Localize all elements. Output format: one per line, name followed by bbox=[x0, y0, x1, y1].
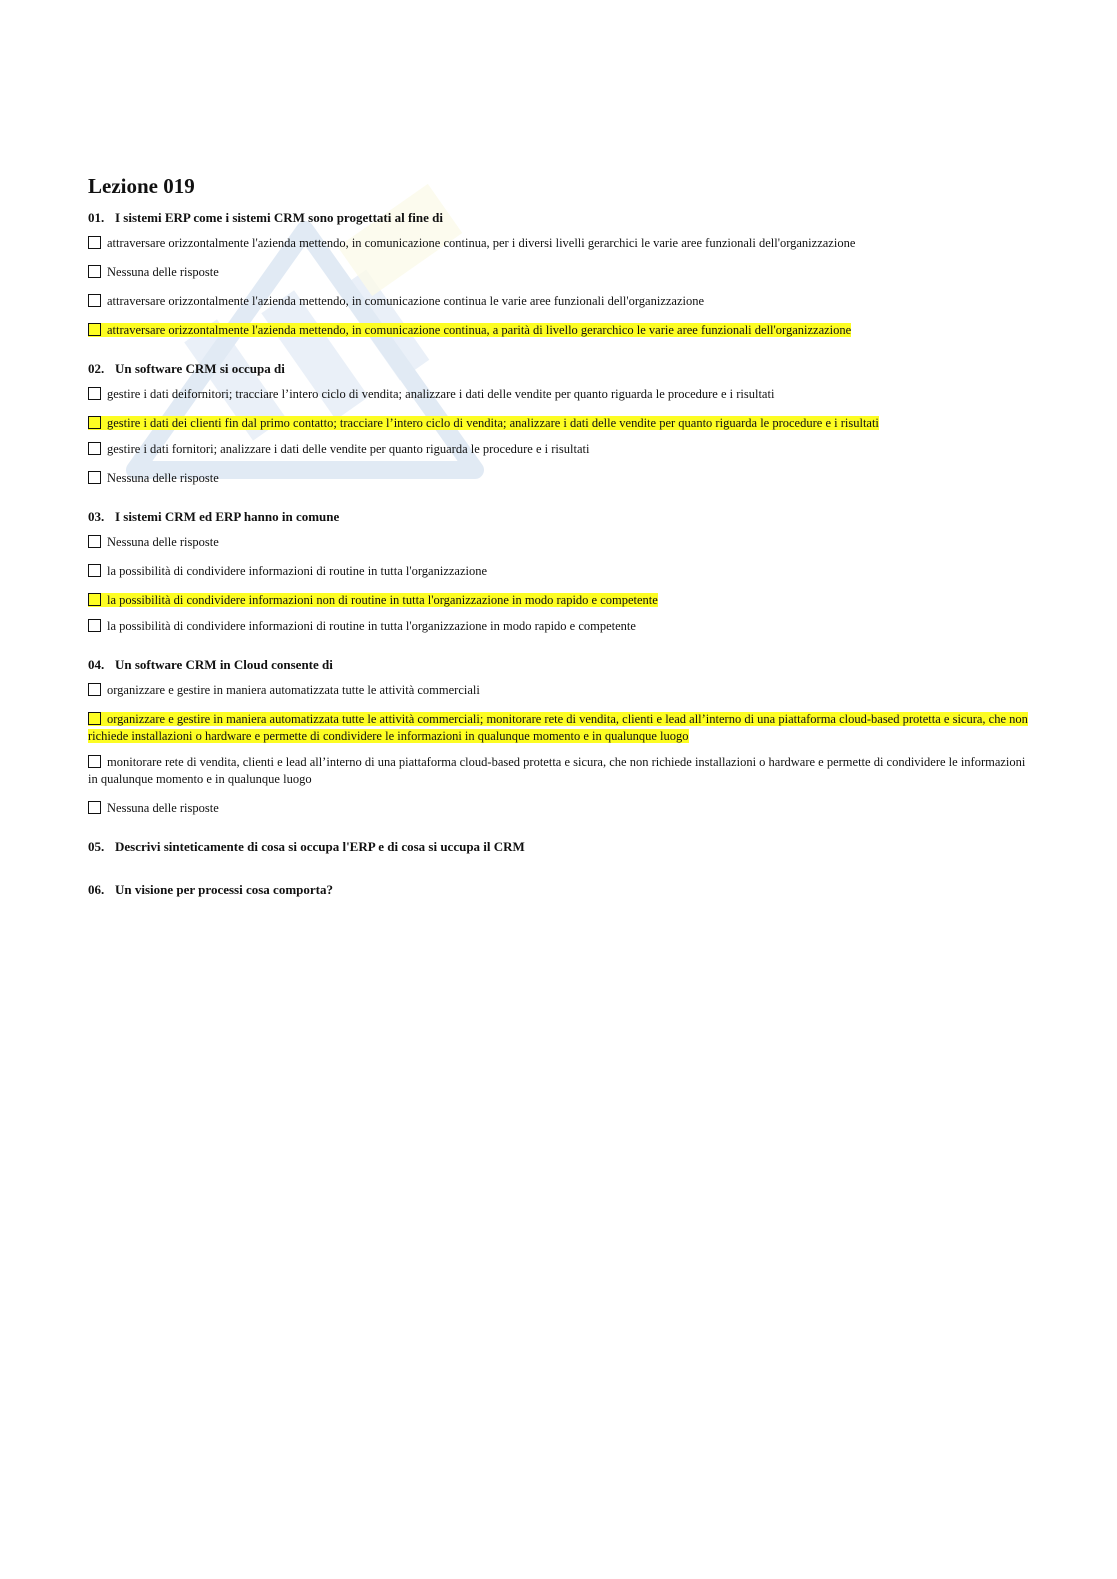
question-02 bbox=[88, 361, 1028, 487]
question-number: 05. bbox=[88, 839, 105, 854]
answer-option-correct bbox=[88, 322, 1028, 339]
answer-text-highlighted: la possibilità di condividere informazioni non di routine in tutta l'organizzazione in modo rapido e competente bbox=[107, 593, 658, 607]
open-question-05 bbox=[88, 839, 1028, 855]
question-text: I sistemi CRM ed ERP hanno in comune bbox=[115, 509, 340, 524]
answer-text: Nessuna delle risposte bbox=[107, 801, 219, 815]
answer-checkbox[interactable] bbox=[88, 442, 101, 455]
answer-option bbox=[88, 800, 1028, 817]
question-number: 04. bbox=[88, 657, 105, 672]
answer-text-highlighted: organizzare e gestire in maniera automatizzata tutte le attività commerciali; monitorare rete di vendita, clienti e lead all’interno di una piattaforma cloud-based protetta e sicura, che non richiede installazioni o hardware e permette di condividere le informazioni in qualunque momento e in qualunque luogo bbox=[88, 712, 1028, 743]
question-number: 06. bbox=[88, 882, 105, 897]
question-heading bbox=[88, 509, 1028, 525]
answer-text-highlighted: gestire i dati dei clienti fin dal primo contatto; tracciare l’intero ciclo di vendita; analizzare i dati delle vendite per quanto riguarda le procedure e i risultati bbox=[107, 416, 879, 430]
question-heading bbox=[88, 210, 1028, 226]
answer-text: gestire i dati fornitori; analizzare i dati delle vendite per quanto riguarda le procedure e i risultati bbox=[107, 442, 590, 456]
answer-option-correct bbox=[88, 711, 1028, 745]
answer-checkbox[interactable] bbox=[88, 294, 101, 307]
question-number: 02. bbox=[88, 361, 105, 376]
question-heading bbox=[88, 657, 1028, 673]
answer-checkbox[interactable] bbox=[88, 755, 101, 768]
answer-option bbox=[88, 754, 1028, 788]
page-title: Lezione 019 bbox=[88, 174, 195, 198]
answer-text: attraversare orizzontalmente l'azienda mettendo, in comunicazione continua le varie aree funzionali dell'organizzazione bbox=[107, 294, 705, 308]
answer-option bbox=[88, 470, 1028, 487]
answer-checkbox[interactable] bbox=[88, 416, 101, 429]
answer-checkbox[interactable] bbox=[88, 387, 101, 400]
question-text: Un software CRM si occupa di bbox=[115, 361, 285, 376]
answer-text: attraversare orizzontalmente l'azienda mettendo, in comunicazione continua, per i diversi livelli gerarchici le varie aree funzionali dell'organizzazione bbox=[107, 236, 856, 250]
answer-checkbox[interactable] bbox=[88, 535, 101, 548]
answer-checkbox[interactable] bbox=[88, 619, 101, 632]
answer-checkbox[interactable] bbox=[88, 323, 101, 336]
answer-option bbox=[88, 534, 1028, 551]
answer-checkbox[interactable] bbox=[88, 712, 101, 725]
answer-option bbox=[88, 235, 1028, 252]
answer-text-highlighted: attraversare orizzontalmente l'azienda mettendo, in comunicazione continua, a parità di livello gerarchico le varie aree funzionali dell'organizzazione bbox=[107, 323, 852, 337]
answer-option bbox=[88, 293, 1028, 310]
question-03 bbox=[88, 509, 1028, 635]
answer-text: monitorare rete di vendita, clienti e lead all’interno di una piattaforma cloud-based protetta e sicura, che non richiede installazioni o hardware e permette di condividere le informazioni in qualunque momento e in qualunque luogo bbox=[88, 755, 1026, 786]
question-04 bbox=[88, 657, 1028, 817]
answer-option bbox=[88, 563, 1028, 580]
answer-text: organizzare e gestire in maniera automatizzata tutte le attività commerciali bbox=[107, 683, 480, 697]
answer-checkbox[interactable] bbox=[88, 801, 101, 814]
answer-text: la possibilità di condividere informazioni di routine in tutta l'organizzazione in modo rapido e competente bbox=[107, 619, 636, 633]
answer-checkbox[interactable] bbox=[88, 564, 101, 577]
question-text: I sistemi ERP come i sistemi CRM sono progettati al fine di bbox=[115, 210, 443, 225]
answer-text: Nessuna delle risposte bbox=[107, 265, 219, 279]
answer-text: gestire i dati deifornitori; tracciare l’intero ciclo di vendita; analizzare i dati delle vendite per quanto riguarda le procedure e i risultati bbox=[107, 387, 775, 401]
answer-text: Nessuna delle risposte bbox=[107, 535, 219, 549]
answer-option bbox=[88, 441, 1028, 458]
answer-checkbox[interactable] bbox=[88, 593, 101, 606]
open-question-06 bbox=[88, 882, 1028, 898]
document-page bbox=[88, 172, 1028, 925]
answer-text: la possibilità di condividere informazioni di routine in tutta l'organizzazione bbox=[107, 564, 488, 578]
answer-text: Nessuna delle risposte bbox=[107, 471, 219, 485]
answer-option bbox=[88, 386, 1028, 403]
answer-checkbox[interactable] bbox=[88, 236, 101, 249]
answer-option bbox=[88, 618, 1028, 635]
answer-option-correct bbox=[88, 592, 1028, 609]
question-01 bbox=[88, 210, 1028, 339]
question-text: Un software CRM in Cloud consente di bbox=[115, 657, 333, 672]
question-text: Un visione per processi cosa comporta? bbox=[115, 882, 333, 897]
answer-checkbox[interactable] bbox=[88, 265, 101, 278]
answer-option-correct bbox=[88, 415, 1028, 432]
question-text: Descrivi sinteticamente di cosa si occupa l'ERP e di cosa si uccupa il CRM bbox=[115, 839, 525, 854]
answer-option bbox=[88, 264, 1028, 281]
answer-checkbox[interactable] bbox=[88, 683, 101, 696]
question-number: 01. bbox=[88, 210, 105, 225]
answer-checkbox[interactable] bbox=[88, 471, 101, 484]
question-heading bbox=[88, 361, 1028, 377]
answer-option bbox=[88, 682, 1028, 699]
question-number: 03. bbox=[88, 509, 105, 524]
